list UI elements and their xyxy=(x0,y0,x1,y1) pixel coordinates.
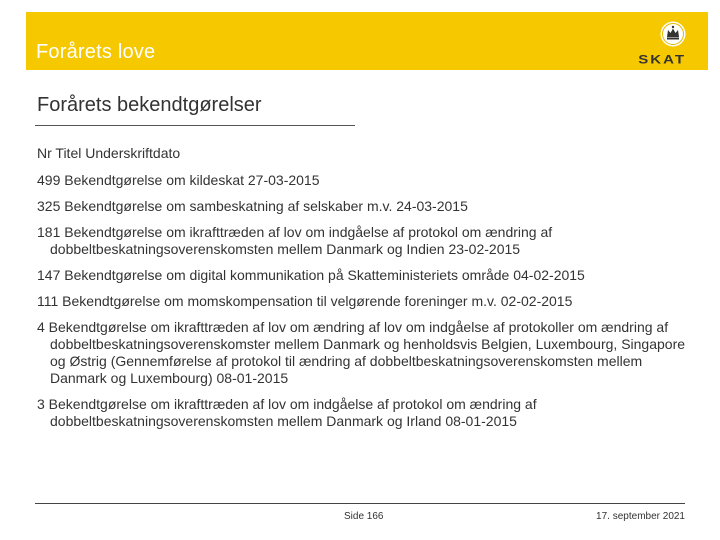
skat-logo xyxy=(614,20,686,66)
footer-divider xyxy=(35,503,685,504)
header-title: Forårets love xyxy=(36,41,156,63)
decree-list xyxy=(37,145,697,439)
list-item: 147 Bekendtgørelse om digital kommunikation på Skatteministeriets område 04-02-2015 xyxy=(37,267,585,283)
list-item: 3 Bekendtgørelse om ikrafttræden af lov om indgåelse af protokol om ændring af dobbeltbeskatningsoverenskomsten mellem Danmark og Irland 08-01-2015 xyxy=(37,396,537,429)
header-band xyxy=(26,12,708,70)
list-header: Nr Titel Underskriftdato xyxy=(37,145,181,161)
logo-text: SKAT xyxy=(638,53,686,67)
crown-emblem-icon xyxy=(660,20,686,48)
section-divider xyxy=(35,125,355,126)
footer-date: 17. september 2021 xyxy=(596,511,685,522)
page-number: Side 166 xyxy=(344,511,384,522)
list-item: 111 Bekendtgørelse om momskompensation til velgørende foreninger m.v. 02-02-2015 xyxy=(37,293,573,309)
section-title: Forårets bekendtgørelser xyxy=(37,94,262,116)
list-item: 4 Bekendtgørelse om ikrafttræden af lov om ændring af lov om indgåelse af protokoller om ændring af dobbeltbeskatningsoverenskomster mellem Danmark og henholdsvis Belgien, Luxembourg, Singapore og Østrig (Gennemførelse af protokol til ændring af dobbeltbeskatningsoverenskomsten mellem Danmark og Luxembourg) 08-01-2015 xyxy=(37,319,686,386)
list-item: 499 Bekendtgørelse om kildeskat 27-03-2015 xyxy=(37,172,320,188)
list-item: 325 Bekendtgørelse om sambeskatning af selskaber m.v. 24-03-2015 xyxy=(37,198,468,214)
list-item: 181 Bekendtgørelse om ikrafttræden af lov om indgåelse af protokol om ændring af dobbeltbeskatningsoverenskomsten mellem Danmark og Indien 23-02-2015 xyxy=(37,224,553,257)
